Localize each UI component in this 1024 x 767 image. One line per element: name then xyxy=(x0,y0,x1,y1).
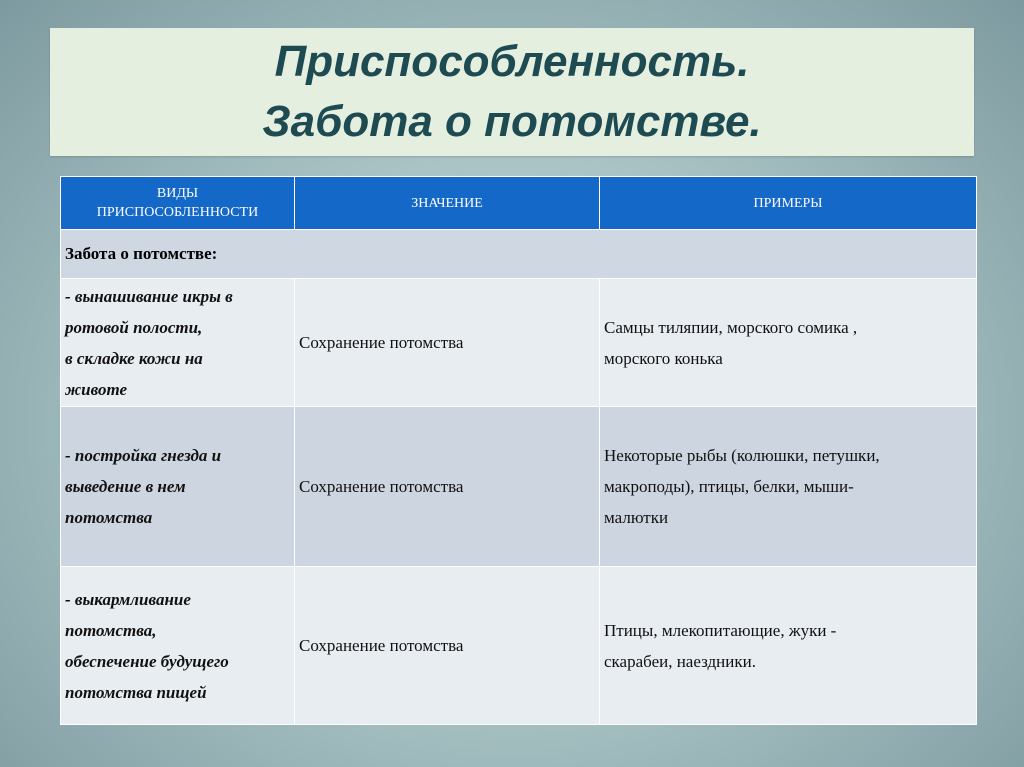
title-box xyxy=(50,28,974,156)
title-line-1: Приспособленность. xyxy=(274,37,750,86)
example-cell xyxy=(600,407,977,567)
kind-line: ротовой полости, xyxy=(65,317,203,337)
kind-line: потомства, xyxy=(65,620,157,640)
section-row xyxy=(61,230,977,279)
header-examples: ПРИМЕРЫ xyxy=(600,177,977,230)
example-cell xyxy=(600,279,977,407)
example-line: Самцы тиляпии, морского сомика , xyxy=(604,317,858,337)
adaptation-table xyxy=(60,176,977,725)
kind-line: в складке кожи на xyxy=(65,348,203,368)
table-header-row xyxy=(61,177,977,230)
kind-line: - вынашивание икры в xyxy=(65,286,233,306)
kind-line: потомства xyxy=(65,508,153,527)
example-line: Птицы, млекопитающие, жуки - xyxy=(604,620,837,640)
header-kind-line-1: ВИДЫ xyxy=(156,186,199,201)
title-line-2: Забота о потомстве. xyxy=(262,97,762,146)
meaning-cell: Сохранение потомства xyxy=(295,567,600,725)
meaning-cell: Сохранение потомства xyxy=(295,407,600,567)
meaning-cell: Сохранение потомства xyxy=(295,279,600,407)
header-kind-line-2: ПРИСПОСОБЛЕННОСТИ xyxy=(96,205,259,220)
kind-cell xyxy=(61,407,295,567)
kind-line: - выкармливание xyxy=(65,589,191,609)
kind-line: потомства пищей xyxy=(65,682,207,702)
table-row xyxy=(61,407,977,567)
example-line: морского конька xyxy=(604,348,723,368)
kind-line: обеспечение будущего xyxy=(65,651,229,671)
table-row xyxy=(61,567,977,725)
example-cell xyxy=(600,567,977,725)
kind-cell xyxy=(61,279,295,407)
header-meaning: ЗНАЧЕНИЕ xyxy=(295,177,600,230)
kind-line: выведение в нем xyxy=(65,477,186,496)
kind-line: - постройка гнезда и xyxy=(65,446,222,465)
example-line: макроподы), птицы, белки, мыши- xyxy=(604,477,854,496)
example-line: малютки xyxy=(604,508,669,527)
section-label: Забота о потомстве: xyxy=(61,230,977,279)
kind-line: животе xyxy=(65,379,128,399)
header-kind xyxy=(61,177,295,230)
example-line: скарабеи, наездники. xyxy=(604,651,756,671)
example-line: Некоторые рыбы (колюшки, петушки, xyxy=(604,446,880,465)
kind-cell xyxy=(61,567,295,725)
table-row xyxy=(61,279,977,407)
